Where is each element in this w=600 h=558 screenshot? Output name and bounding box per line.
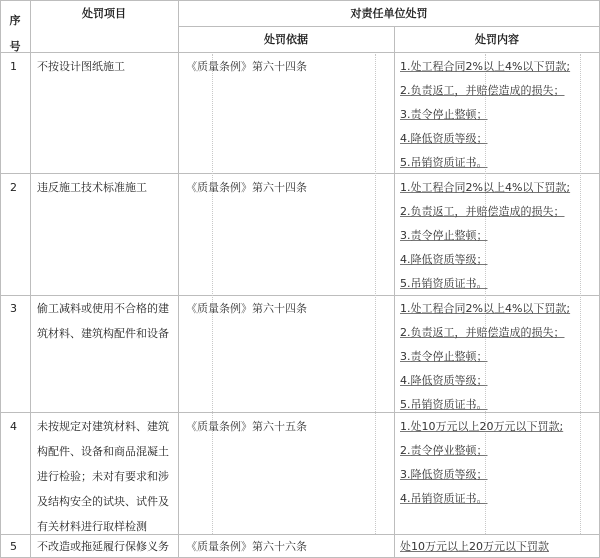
penalty-list: [400, 59, 570, 179]
row-basis: 《质量条例》第六十四条: [186, 302, 307, 315]
header-basis: 处罚依据: [264, 33, 308, 46]
dotted-guide: [580, 54, 581, 534]
row-item: 未按规定对建筑材料、建筑构配件、设备和商品混凝土进行检验；未对有要求和涉及结构安全的试块、试件及有关材料进行取样检测: [37, 420, 169, 533]
row-seq: 3: [10, 302, 17, 315]
table-border-left: [0, 0, 1, 558]
penalty-item: 3.降低资质等级；: [400, 468, 488, 481]
table-border-top: [0, 0, 600, 1]
penalty-item: 1.处10万元以上20万元以下罚款;: [400, 420, 564, 433]
penalty-item: 4.吊销资质证书。: [400, 492, 488, 505]
penalty-list: [400, 419, 563, 515]
dotted-guide: [212, 54, 213, 534]
col-divider: [178, 0, 179, 558]
penalty-item: 3.责令停止整顿；: [400, 108, 488, 121]
penalty-item: 5.吊销资质证书。: [400, 156, 488, 169]
row-seq: 2: [10, 181, 17, 194]
row-basis: 《质量条例》第六十六条: [186, 540, 307, 553]
row-basis: 《质量条例》第六十四条: [186, 60, 307, 73]
header-group: 对责任单位处罚: [350, 7, 428, 20]
penalty-item: 1.处工程合同2%以上4%以下罚款;: [400, 181, 571, 194]
row-item: 不改造或拖延履行保修义务: [37, 540, 169, 553]
penalty-list: [400, 301, 570, 421]
row-item: 不按设计图纸施工: [37, 60, 125, 73]
col-divider: [30, 0, 31, 558]
penalty-item: 2.责令停业整顿；: [400, 444, 488, 457]
penalty-item: 3.责令停止整顿；: [400, 229, 488, 242]
col-divider: [394, 26, 395, 558]
dotted-guide: [375, 54, 376, 534]
penalty-item: 1.处工程合同2%以上4%以下罚款;: [400, 60, 571, 73]
penalty-item: 4.降低资质等级；: [400, 253, 488, 266]
penalty-item: 2.负责返工，并赔偿造成的损失；: [400, 84, 565, 97]
penalty-item: 处10万元以上20万元以下罚款: [400, 540, 549, 553]
penalty-item: 4.降低资质等级；: [400, 132, 488, 145]
penalty-item: 1.处工程合同2%以上4%以下罚款;: [400, 302, 571, 315]
penalty-item: 2.负责返工，并赔偿造成的损失；: [400, 205, 565, 218]
header-divider: [178, 26, 600, 27]
row-item: 偷工减料或使用不合格的建筑材料、建筑构配件和设备: [37, 302, 169, 340]
header-item: 处罚项目: [82, 7, 126, 20]
row-basis: 《质量条例》第六十五条: [186, 420, 307, 433]
penalty-list: [400, 539, 549, 555]
header-content: 处罚内容: [475, 33, 519, 46]
row-seq: 4: [10, 420, 17, 433]
header-bottom-line: [0, 52, 600, 53]
penalty-item: 2.负责返工，并赔偿造成的损失；: [400, 326, 565, 339]
row-seq: 5: [10, 540, 17, 553]
penalty-list: [400, 180, 570, 300]
penalty-item: 5.吊销资质证书。: [400, 277, 488, 290]
penalty-item: 3.责令停止整顿；: [400, 350, 488, 363]
penalty-item: 4.降低资质等级；: [400, 374, 488, 387]
row-basis: 《质量条例》第六十四条: [186, 181, 307, 194]
row-item: 违反施工技术标准施工: [37, 181, 147, 194]
header-seq: 序号: [9, 14, 21, 53]
penalty-item: 5.吊销资质证书。: [400, 398, 488, 411]
row-seq: 1: [10, 60, 17, 73]
